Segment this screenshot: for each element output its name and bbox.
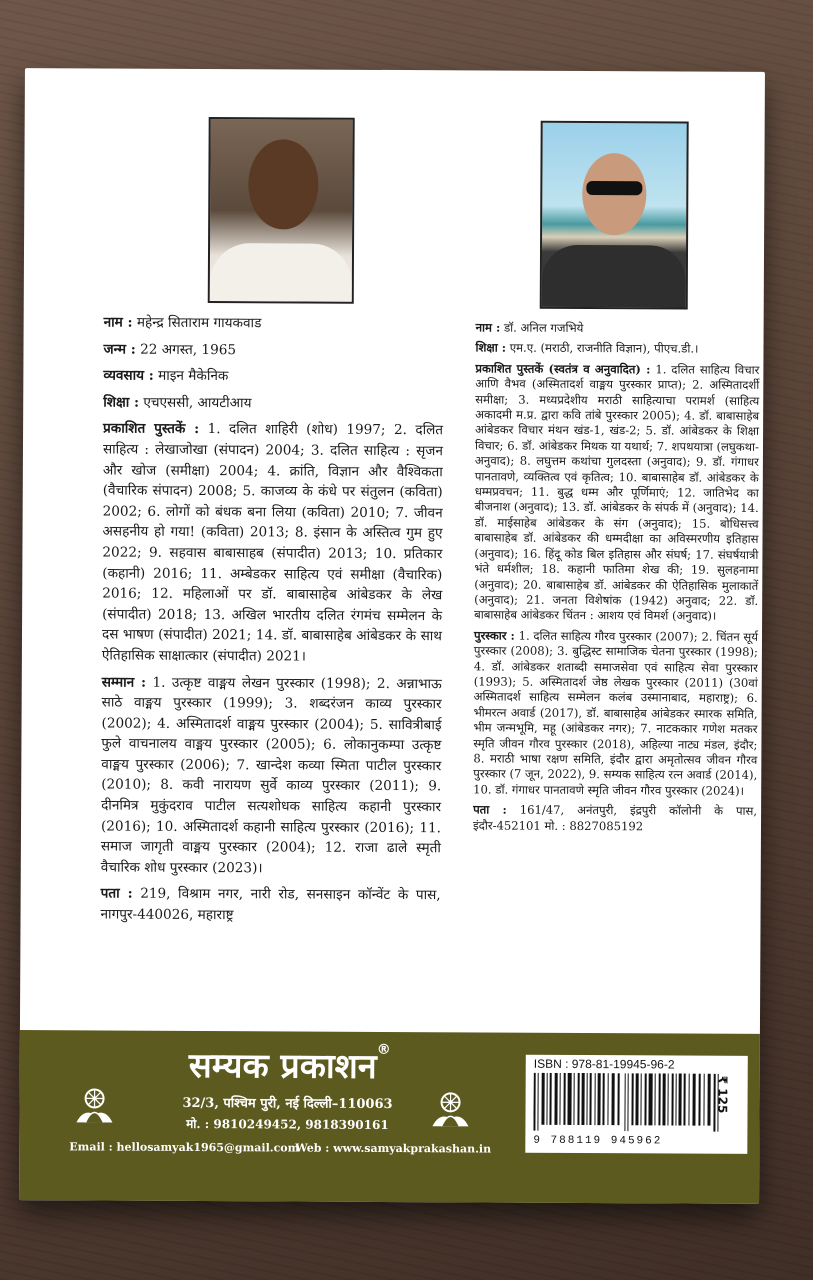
right-author-bio [473, 320, 760, 839]
left-books: प्रकाशित पुस्तकें : 1. दलित शाहिरी (शोध) 1997; 2. दलित साहित्य : लेखाजोखा (संपादन) 2004; 3. दलित साहित्य : सृजन और खोज (समीक्षा) 2004; 4. क्रांति, विज्ञान और वैश्विकता (वैचारिक संपादन) 2008; 5. काजव्य के कंधे पर संतुलन (कविता) 2002; 6. लोगों को बंधक बना लिया (कविता) 2010; 7. जीवन असहनीय हो गया! (कविता) 2013; 8. इंसान के अस्तित्व गुम हुए 2022; 9. सहवास बाबासाहब (संपादीत) 2013; 10. प्रतिकार (कहानी) 2016; 11. अम्बेडकर साहित्य एवं समीक्षा (वैचारिक) 2016; 12. महिलाओं पर डॉ. बाबासाहेब आंबेडकर के लेख (संपादीत) 2018; 13. अखिल भारतीय दलित रंगमंच सम्मेलन के दस भाषण (संपादीत) 2021; 14. डॉ. बाबासाहेब आंबेडकर के साथ ऐतिहासिक साक्षात्कार (संपादीत) 2021। [101, 420, 444, 665]
left-education-line: शिक्षा : एचएससी, आयटीआय [103, 394, 252, 412]
left-author-bio [100, 312, 443, 932]
publisher-email: Email : hellosamyak1965@gmail.com [69, 1140, 300, 1155]
publisher-phone: मो. : 9810249452, 9818390161 [186, 1116, 389, 1132]
lotus-dharma-wheel-icon [71, 1084, 117, 1130]
book-back-cover [19, 68, 765, 1204]
publisher-address: 32/3, पश्चिम पुरी, नई दिल्ली–110063 [182, 1095, 393, 1113]
right-books: प्रकाशित पुस्तकें (स्वतंत्र व अनुवादित) : 1. दलित साहित्य विचार आणि वैभव (अस्मितादर्श वाङ्मय पुरस्कार प्राप्त); 2. अस्मितादर्शी समीक्षा; 3. मध्यप्रदेशीय मराठी साहित्याचा परामर्श (साहित्य अकादमी म.प्र. द्वारा कवि तांबे पुरस्कार 2005); 4. डॉ. बाबासाहेब आंबेडकर विचार मंथन खंड-1, खंड-2; 5. डॉ. आंबेडकर के शिक्षा विचार; 6. डॉ. आंबेडकर मिथक या यथार्थ; 7. शपथयात्रा (लघुकथा-अनुवाद); 8. लघुत्तम कथांचा गुलदस्ता (अनुवाद); 9. डॉ. गंगाधर पानतावणे, व्यक्तित्व एवं कृतित्व; 10. बाबासाहेब डॉ. आंबेडकर के धम्मप्रवचन; 11. बुद्ध धम्म और पूर्णिमाएं; 12. जातिभेद का बीजनाश (अनुवाद); 13. डॉ. आंबेडकर के संपर्क में (अनुवाद); 14. डॉ. माईसाहेब आंबेडकर के संग (अनुवाद); 15. बोधिसत्त्व बाबासाहेब डॉ. आंबेडकर की धम्मदीक्षा का अविस्मरणीय इतिहास (अनुवाद); 16. हिंदू कोड बिल इतिहास और संघर्ष; 17. संघर्षयात्री भंते धर्मशील; 18. कहानी फातिमा शेख की; 19. सुलहनामा (अनुवाद); 20. बाबासाहेब डॉ. आंबेडकर की ऐतिहासिक मुलाकातें (अनुवाद); 21. जनता विशेषांक (1942) अनुवाद; 22. डॉ. बाबासाहेब आंबेडकर चिंतन : आशय एवं विमर्श (अनुवाद)। [474, 361, 760, 624]
left-author-face [248, 139, 318, 229]
left-author-photo [208, 117, 355, 304]
isbn-barcode-box [525, 1055, 748, 1154]
price-label: ₹ 125 [715, 1075, 730, 1114]
left-address: पता : 219, विश्राम नगर, नारी रोड, सनसाइन कॉन्वेंट के पास, नागपुर-440026, महाराष्ट्र [100, 885, 441, 924]
publisher-website: Web : www.samyakprakashan.in [295, 1141, 492, 1156]
right-author-coat [542, 245, 686, 308]
left-author-shirt [210, 243, 352, 302]
barcode-icon [533, 1073, 719, 1132]
right-awards: पुरस्कार : 1. दलित साहित्य गौरव पुरस्कार (2007); 2. चिंतन सूर्य पुरस्कार (2008); 3. बुद्धिस्ट सामाजिक चेतना पुरस्कार (1998); 4. डॉ. आंबेडकर शताब्दी समाजसेवा एवं साहित्य सेवा पुरस्कार (1993); 5. अस्मितादर्श जेष्ठ लेखक पुरस्कार (2011) (30वां अस्मितादर्श साहित्य सम्मेलन कलंब उस्मानाबाद, महाराष्ट्र); 6. भीमरत्न अवार्ड (2017), डॉ. बाबासाहेब आंबेडकर स्मारक समिति, भीम जन्मभूमि, महू (आंबेडकर नगर); 7. नाटककार गणेश मतकर स्मृति जीवन गौरव पुरस्कार (2018), अहिल्या नाट्य मंडल, इंदौर; 8. मराठी भाषा रक्षण समिति, इंदौर द्वारा अमृतोत्सव जीवन गौरव पुरस्कार (7 जून, 2022), 9. सम्यक साहित्य रत्न अवार्ड (2014), 10. डॉ. गंगाधर पानतावणे स्मृति जीवन गौरव पुरस्कार (2024)। [473, 628, 759, 798]
publisher-name: सम्यक प्रकाशन® [188, 1041, 391, 1087]
left-awards: सम्मान : 1. उत्कृष्ट वाङ्मय लेखन पुरस्कार (1998); 2. अन्नाभाऊ साठे वाङ्मय पुरस्कार (1999); 3. शब्दरंजन काव्य पुरस्कार (2002); 4. अस्मितादर्श वाङ्मय पुरस्कार (2004); 5. सावित्रीबाई फुले वाचनालय वाङ्मय पुरस्कार (2005); 6. लोकानुकम्पा उत्कृष्ट वाङ्मय पुरस्कार (2006); 7. खान्देश कव्या स्मिता पाटील पुरस्कार (2010); 8. कवी नारायण सुर्वे काव्य पुरस्कार (2011); 9. दीनमित्र मुकुंदराव पाटील सत्यशोधक साहित्य कहानी पुरस्कार (2016); 10. अस्मितादर्श कहानी साहित्य पुरस्कार (2016); 11. समाज जागृती वाङ्मय पुरस्कार (2004); 12. राजा ढाले स्मृती वैचारिक शोध पुरस्कार (2023)। [100, 673, 442, 877]
right-name-line: नाम : डॉ. अनिल गजभिये [475, 320, 584, 335]
right-education-line: शिक्षा : एम.ए. (मराठी, राजनीति विज्ञान), पीएच.डी.। [475, 340, 699, 357]
right-author-photo [540, 121, 689, 310]
left-occupation-line: व्यवसाय : माइन मैकेनिक [103, 367, 229, 385]
isbn-digits: 9 788119 945962 [533, 1134, 663, 1148]
left-birth-line: जन्म : 22 अगस्त, 1965 [103, 341, 237, 358]
sunglasses [586, 181, 642, 195]
left-name-line: नाम : महेन्द्र सिताराम गायकवाड [103, 314, 262, 332]
isbn-label: ISBN : 978-81-19945-96-2 [533, 1056, 675, 1072]
right-address: पता : 161/47, अनंतपुरी, इंद्रपुरी कॉलोनी के पास, इंदौर-452101 मो. : 8827085192 [472, 802, 758, 833]
